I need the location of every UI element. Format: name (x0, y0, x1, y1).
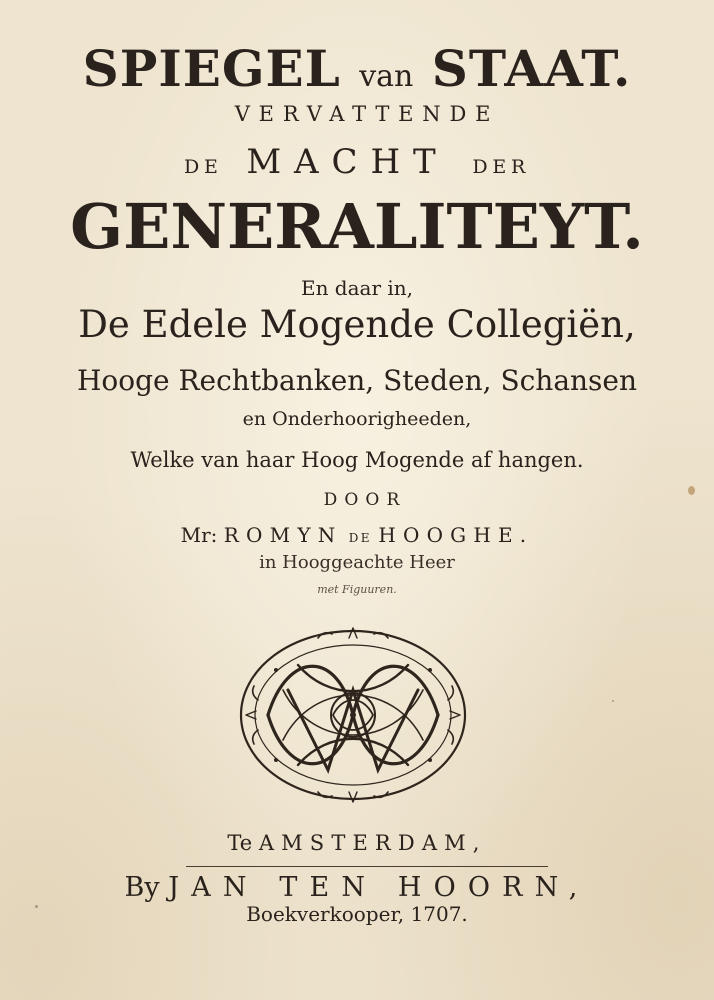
subtitle-en-daar-in: En daar in, (300, 276, 414, 300)
main-title (0, 39, 714, 98)
title-staat: STAAT. (431, 39, 632, 98)
title-der: DER (472, 156, 531, 178)
imprint-city-line (0, 833, 714, 854)
author-door: DOOR (323, 490, 407, 510)
imprint-te: Te (227, 831, 253, 855)
imprint-printer-line (0, 874, 714, 901)
imprint-printer: JAN TEN HOORN, (168, 872, 590, 903)
author-prefix: Mr: (180, 523, 218, 547)
title-vervattende: VERVATTENDE (234, 102, 500, 126)
imprint-city: AMSTERDAM, (258, 831, 487, 855)
subtitle-edele: De Edele Mogende Collegiën, (78, 303, 636, 346)
paper-speck (612, 700, 614, 702)
title-van: van (359, 59, 414, 94)
title-de: DE (183, 156, 223, 178)
imprint-rule (186, 866, 548, 867)
subtitle-hooge: Hooge Rechtbanken, Steden, Schansen (76, 364, 638, 397)
title-spiegel: SPIEGEL (82, 39, 341, 98)
subtitle-welke: Welke van haar Hoog Mogende af hangen. (130, 448, 584, 472)
imprint-boekverkooper: Boekverkooper, 1707. (246, 902, 468, 926)
title-macht: MACHT (246, 142, 449, 182)
subtitle-onderhoorigheeden: en Onderhoorigheeden, (242, 408, 472, 430)
title-generaliteyt: GENERALITEYT. (70, 190, 644, 263)
interlaced-monogram-ornament-icon (228, 620, 478, 810)
paper-speck (35, 905, 38, 908)
author-first: ROMYN (223, 523, 343, 547)
author-figuren: met Figuuren. (317, 583, 397, 596)
paper-stain (688, 486, 695, 495)
author-last: HOOGHE. (378, 523, 534, 547)
title-macht-line (0, 142, 714, 182)
author-particle: DE (348, 531, 372, 545)
author-name (0, 525, 714, 545)
imprint-by: By (124, 872, 160, 903)
author-hooggeachte: in Hooggeachte Heer (259, 552, 455, 573)
